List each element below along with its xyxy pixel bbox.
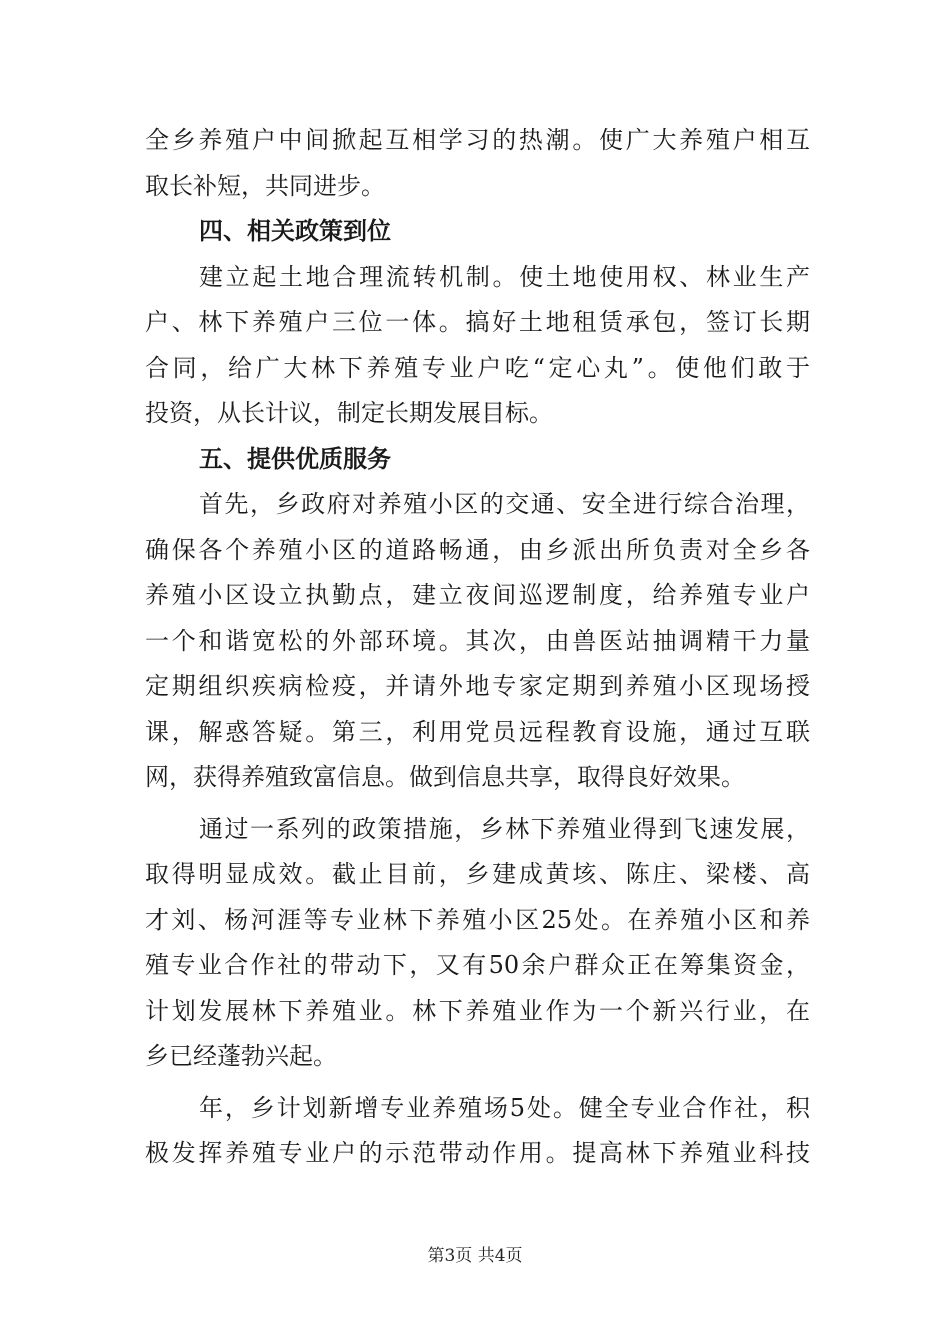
paragraph-service — [145, 482, 810, 801]
text-line: 定期组织疾病检疫，并请外地专家定期到养殖小区现场授 — [145, 672, 810, 700]
text-line: 全乡养殖户中间掀起互相学习的热潮。使广大养殖户相互 — [145, 126, 810, 154]
text-line: 殖专业合作社的带动下，又有50余户群众正在筹集资金， — [145, 951, 810, 979]
text-line: 取长补短，共同进步。 — [145, 171, 385, 200]
page-footer: 第3页 共4页 — [427, 1246, 523, 1266]
text-line: 确保各个养殖小区的道路畅通，由乡派出所负责对全乡各 — [145, 535, 810, 564]
text-line: 养殖小区设立执勤点，建立夜间巡逻制度，给养殖专业户 — [145, 581, 810, 609]
text-line: 首先，乡政府对养殖小区的交通、安全进行综合治理， — [199, 490, 810, 518]
section-heading-5: 五、提供优质服务 — [199, 444, 391, 473]
text-line: 合同，给广大林下养殖专业户吃“定心丸”。使他们敢于 — [145, 353, 810, 382]
text-line: 建立起土地合理流转机制。使土地使用权、林业生产 — [199, 262, 810, 291]
paragraph-plan — [145, 1086, 810, 1177]
text-line: 网，获得养殖致富信息。做到信息共享，取得良好效果。 — [145, 763, 745, 791]
text-line: 取得明显成效。截止目前，乡建成黄垓、陈庄、梁楼、高 — [145, 860, 810, 888]
section-heading-4: 四、相关政策到位 — [199, 217, 391, 245]
text-line: 一个和谐宽松的外部环境。其次，由兽医站抽调精干力量 — [145, 626, 810, 655]
paragraph-results — [145, 807, 810, 1080]
text-line: 年，乡计划新增专业养殖场5处。健全专业合作社，积 — [199, 1093, 810, 1122]
text-line: 投资，从长计议，制定长期发展目标。 — [145, 399, 553, 427]
text-line: 户、林下养殖户三位一体。搞好土地租赁承包，签订长期 — [145, 308, 810, 336]
text-line: 乡已经蓬勃兴起。 — [145, 1042, 337, 1070]
text-line: 课，解惑答疑。第三，利用党员远程教育设施，通过互联 — [145, 717, 810, 746]
document-page — [145, 118, 810, 1177]
text-line: 才刘、杨河涯等专业林下养殖小区25处。在养殖小区和养 — [145, 905, 810, 934]
text-line: 计划发展林下养殖业。林下养殖业作为一个新兴行业，在 — [145, 996, 810, 1025]
paragraph-policy — [145, 255, 810, 437]
paragraph-continued — [145, 118, 810, 209]
text-line: 通过一系列的政策措施，乡林下养殖业得到飞速发展， — [199, 814, 810, 843]
text-line: 极发挥养殖专业户的示范带动作用。提高林下养殖业科技 — [145, 1139, 810, 1167]
